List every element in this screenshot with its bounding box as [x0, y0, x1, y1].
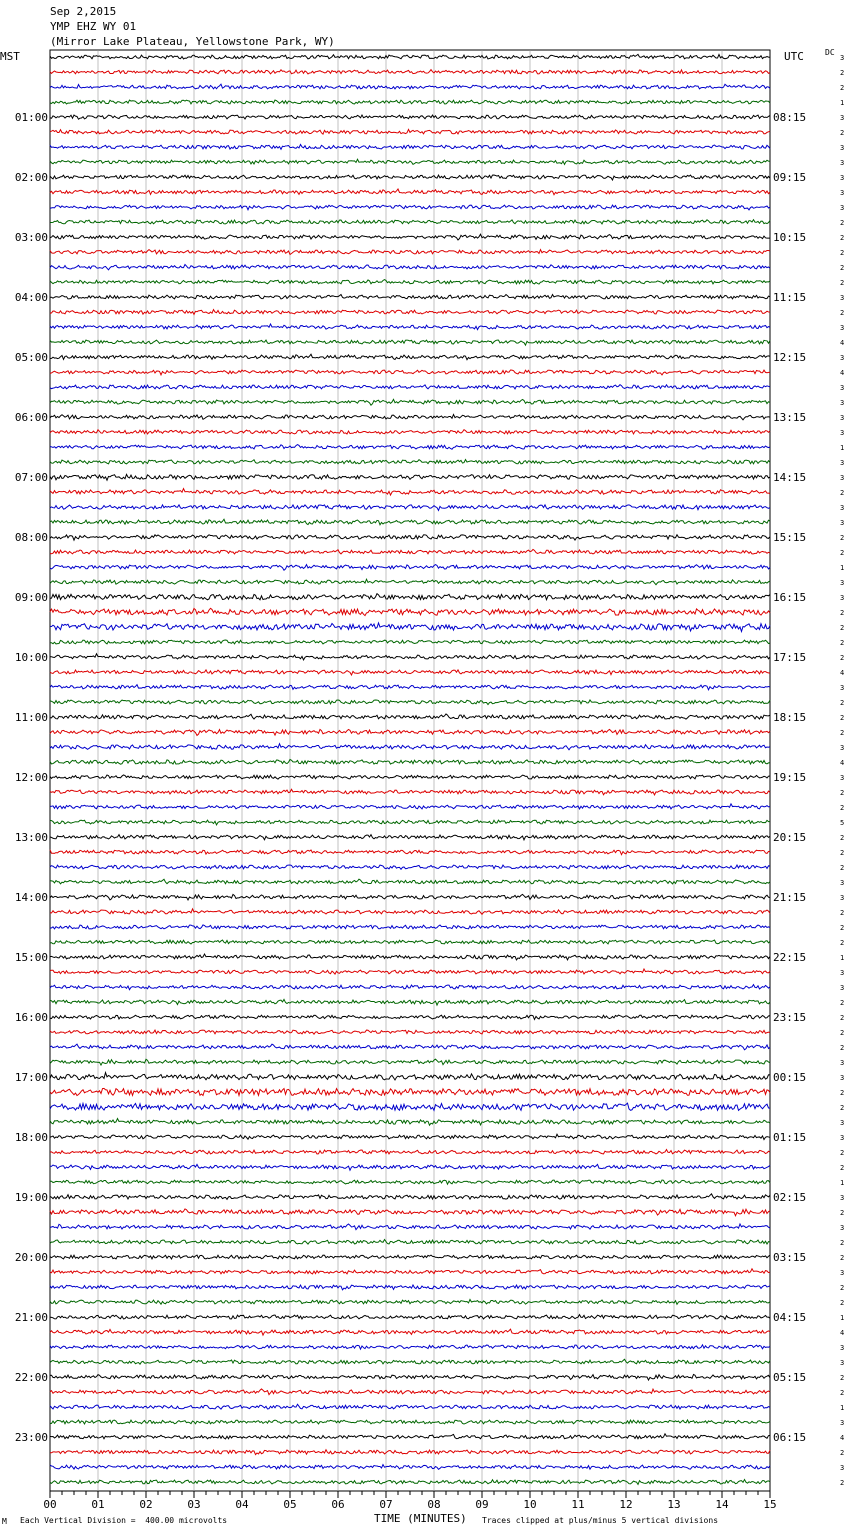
- trace-4: [50, 100, 770, 104]
- x-tick-label-09: 09: [475, 1498, 489, 1511]
- dc-value-89: 2: [840, 1374, 845, 1382]
- x-axis-title: TIME (MINUTES): [374, 1512, 467, 1525]
- trace-42: [50, 670, 770, 675]
- dc-value-30: 2: [840, 489, 845, 497]
- dc-value-2: 2: [840, 69, 845, 77]
- mst-hour-label-13: 13:00: [14, 831, 48, 844]
- mst-hour-label-9: 09:00: [14, 591, 48, 604]
- utc-hour-label-3: 10:15: [773, 231, 807, 244]
- dc-value-53: 2: [840, 834, 845, 842]
- dc-value-93: 4: [840, 1434, 845, 1442]
- trace-87: [50, 1345, 770, 1349]
- dc-value-78: 2: [840, 1209, 845, 1217]
- trace-93: [50, 1434, 770, 1439]
- utc-hour-label-18: 01:15: [773, 1131, 807, 1144]
- dc-value-28: 3: [840, 459, 845, 467]
- dc-value-91: 1: [840, 1404, 845, 1412]
- trace-19: [50, 324, 770, 330]
- utc-hour-label-13: 20:15: [773, 831, 807, 844]
- utc-hour-label-11: 18:15: [773, 711, 807, 724]
- trace-12: [50, 220, 770, 224]
- utc-hour-label-2: 09:15: [773, 171, 807, 184]
- dc-value-83: 2: [840, 1284, 845, 1292]
- trace-62: [50, 969, 770, 974]
- trace-58: [50, 909, 770, 914]
- dc-value-37: 3: [840, 594, 845, 602]
- trace-77: [50, 1194, 770, 1199]
- trace-68: [50, 1059, 770, 1065]
- footer-scale-note: Each Vertical Division = 400.00 microvolts: [20, 1516, 228, 1525]
- dc-value-63: 3: [840, 984, 845, 992]
- dc-value-87: 3: [840, 1344, 845, 1352]
- mst-hour-label-16: 16:00: [14, 1011, 48, 1024]
- trace-84: [50, 1299, 770, 1304]
- mst-hour-label-6: 06:00: [14, 411, 48, 424]
- x-tick-label-03: 03: [187, 1498, 201, 1511]
- dc-value-25: 3: [840, 414, 845, 422]
- dc-value-21: 3: [840, 354, 845, 362]
- trace-80: [50, 1240, 770, 1245]
- trace-50: [50, 789, 770, 795]
- dc-value-80: 2: [840, 1239, 845, 1247]
- trace-73: [50, 1134, 770, 1139]
- trace-29: [50, 474, 770, 480]
- trace-37: [50, 594, 770, 600]
- mst-hour-label-11: 11:00: [14, 711, 48, 724]
- dc-value-14: 2: [840, 249, 845, 257]
- dc-value-50: 2: [840, 789, 845, 797]
- trace-88: [50, 1359, 770, 1364]
- trace-40: [50, 640, 770, 644]
- dc-value-74: 2: [840, 1149, 845, 1157]
- dc-value-3: 2: [840, 84, 845, 92]
- dc-value-88: 3: [840, 1359, 845, 1367]
- trace-90: [50, 1389, 770, 1395]
- dc-value-59: 2: [840, 924, 845, 932]
- trace-51: [50, 804, 770, 809]
- utc-hour-label-14: 21:15: [773, 891, 807, 904]
- dc-value-31: 3: [840, 504, 845, 512]
- dc-value-42: 4: [840, 669, 845, 677]
- mst-hour-label-17: 17:00: [14, 1071, 48, 1084]
- trace-64: [50, 999, 770, 1005]
- x-tick-label-13: 13: [667, 1498, 681, 1511]
- dc-value-40: 2: [840, 639, 845, 647]
- trace-71: [50, 1103, 770, 1110]
- trace-17: [50, 295, 770, 299]
- dc-value-57: 3: [840, 894, 845, 902]
- dc-value-75: 2: [840, 1164, 845, 1172]
- dc-value-49: 3: [840, 774, 845, 782]
- trace-86: [50, 1329, 770, 1335]
- mst-hour-label-8: 08:00: [14, 531, 48, 544]
- trace-7: [50, 144, 770, 149]
- utc-hour-label-23: 06:15: [773, 1431, 807, 1444]
- trace-56: [50, 879, 770, 884]
- dc-value-77: 3: [840, 1194, 845, 1202]
- trace-33: [50, 535, 770, 540]
- dc-value-17: 3: [840, 294, 845, 302]
- trace-78: [50, 1209, 770, 1216]
- utc-hour-label-21: 04:15: [773, 1311, 807, 1324]
- trace-20: [50, 340, 770, 345]
- x-tick-label-01: 01: [91, 1498, 105, 1511]
- mst-hour-label-2: 02:00: [14, 171, 48, 184]
- utc-hour-label-12: 19:15: [773, 771, 807, 784]
- dc-value-90: 2: [840, 1389, 845, 1397]
- trace-8: [50, 159, 770, 164]
- x-tick-label-02: 02: [139, 1498, 153, 1511]
- trace-45: [50, 714, 770, 719]
- dc-value-6: 2: [840, 129, 845, 137]
- trace-16: [50, 280, 770, 284]
- trace-74: [50, 1150, 770, 1154]
- dc-value-79: 3: [840, 1224, 845, 1232]
- header-date: Sep 2,2015: [50, 5, 117, 18]
- dc-value-71: 2: [840, 1104, 845, 1112]
- utc-hour-label-10: 17:15: [773, 651, 807, 664]
- trace-66: [50, 1030, 770, 1034]
- utc-hour-label-19: 02:15: [773, 1191, 807, 1204]
- trace-61: [50, 954, 770, 960]
- dc-value-10: 3: [840, 189, 845, 197]
- trace-53: [50, 835, 770, 840]
- trace-82: [50, 1269, 770, 1274]
- header-location: (Mirror Lake Plateau, Yellowstone Park, WY): [50, 35, 335, 48]
- dc-value-51: 2: [840, 804, 845, 812]
- x-tick-label-04: 04: [235, 1498, 249, 1511]
- trace-63: [50, 985, 770, 990]
- trace-91: [50, 1404, 770, 1409]
- dc-value-15: 2: [840, 264, 845, 272]
- dc-value-72: 3: [840, 1119, 845, 1127]
- mst-hour-label-12: 12:00: [14, 771, 48, 784]
- trace-43: [50, 685, 770, 690]
- dc-value-32: 3: [840, 519, 845, 527]
- mst-hour-label-14: 14:00: [14, 891, 48, 904]
- dc-label: DC: [825, 48, 835, 57]
- dc-value-48: 4: [840, 759, 845, 767]
- dc-value-39: 2: [840, 624, 845, 632]
- trace-11: [50, 205, 770, 210]
- trace-95: [50, 1465, 770, 1470]
- utc-hour-label-4: 11:15: [773, 291, 807, 304]
- dc-value-68: 3: [840, 1059, 845, 1067]
- trace-44: [50, 700, 770, 705]
- x-tick-label-07: 07: [379, 1498, 393, 1511]
- dc-value-86: 4: [840, 1329, 845, 1337]
- dc-value-82: 3: [840, 1269, 845, 1277]
- mst-hour-label-15: 15:00: [14, 951, 48, 964]
- dc-value-33: 2: [840, 534, 845, 542]
- mst-hour-label-22: 22:00: [14, 1371, 48, 1384]
- trace-81: [50, 1255, 770, 1259]
- trace-65: [50, 1015, 770, 1019]
- dc-value-92: 3: [840, 1419, 845, 1427]
- utc-hour-label-17: 00:15: [773, 1071, 807, 1084]
- dc-value-11: 3: [840, 204, 845, 212]
- dc-value-24: 3: [840, 399, 845, 407]
- trace-13: [50, 234, 770, 240]
- dc-value-7: 3: [840, 144, 845, 152]
- dc-value-81: 2: [840, 1254, 845, 1262]
- dc-value-38: 2: [840, 609, 845, 617]
- utc-hour-label-1: 08:15: [773, 111, 807, 124]
- utc-hour-label-9: 16:15: [773, 591, 807, 604]
- dc-value-23: 3: [840, 384, 845, 392]
- trace-69: [50, 1073, 770, 1080]
- dc-value-34: 2: [840, 549, 845, 557]
- dc-value-12: 2: [840, 219, 845, 227]
- mst-hour-label-20: 20:00: [14, 1251, 48, 1264]
- dc-value-66: 2: [840, 1029, 845, 1037]
- dc-value-58: 2: [840, 909, 845, 917]
- mst-hour-label-4: 04:00: [14, 291, 48, 304]
- dc-value-43: 3: [840, 684, 845, 692]
- trace-39: [50, 623, 770, 632]
- left-zone-label: MST: [0, 50, 20, 63]
- trace-30: [50, 489, 770, 496]
- utc-hour-label-20: 03:15: [773, 1251, 807, 1264]
- trace-36: [50, 579, 770, 585]
- dc-value-96: 2: [840, 1479, 845, 1487]
- dc-value-27: 1: [840, 444, 845, 452]
- dc-value-44: 2: [840, 699, 845, 707]
- dc-value-64: 2: [840, 999, 845, 1007]
- dc-value-67: 2: [840, 1044, 845, 1052]
- trace-60: [50, 940, 770, 944]
- dc-value-22: 4: [840, 369, 845, 377]
- utc-hour-label-8: 15:15: [773, 531, 807, 544]
- mst-hour-label-23: 23:00: [14, 1431, 48, 1444]
- right-zone-label: UTC: [784, 50, 804, 63]
- trace-59: [50, 925, 770, 929]
- dc-value-16: 2: [840, 279, 845, 287]
- dc-value-85: 1: [840, 1314, 845, 1322]
- dc-value-35: 1: [840, 564, 845, 572]
- trace-24: [50, 399, 770, 405]
- dc-value-5: 3: [840, 114, 845, 122]
- trace-55: [50, 865, 770, 869]
- x-tick-label-15: 15: [763, 1498, 777, 1511]
- dc-value-4: 1: [840, 99, 845, 107]
- trace-94: [50, 1450, 770, 1455]
- x-tick-label-05: 05: [283, 1498, 297, 1511]
- trace-54: [50, 850, 770, 855]
- trace-96: [50, 1480, 770, 1485]
- dc-value-61: 1: [840, 954, 845, 962]
- trace-89: [50, 1374, 770, 1380]
- dc-value-70: 2: [840, 1089, 845, 1097]
- trace-15: [50, 264, 770, 269]
- dc-value-36: 3: [840, 579, 845, 587]
- header-station: YMP EHZ WY 01: [50, 20, 137, 33]
- mst-hour-label-1: 01:00: [14, 111, 48, 124]
- utc-hour-label-5: 12:15: [773, 351, 807, 364]
- footer-clip-note: Traces clipped at plus/minus 5 vertical divisions: [482, 1516, 719, 1525]
- trace-6: [50, 129, 770, 134]
- trace-5: [50, 115, 770, 119]
- utc-hour-label-16: 23:15: [773, 1011, 807, 1024]
- trace-1: [50, 54, 770, 59]
- trace-47: [50, 744, 770, 750]
- trace-35: [50, 565, 770, 571]
- x-tick-label-11: 11: [571, 1498, 585, 1511]
- dc-value-84: 2: [840, 1299, 845, 1307]
- utc-hour-label-6: 13:15: [773, 411, 807, 424]
- x-axis: [43, 1491, 776, 1511]
- trace-27: [50, 445, 770, 450]
- dc-value-95: 3: [840, 1464, 845, 1472]
- trace-31: [50, 505, 770, 511]
- x-tick-label-10: 10: [523, 1498, 537, 1511]
- dc-value-18: 2: [840, 309, 845, 317]
- dc-value-69: 3: [840, 1074, 845, 1082]
- trace-23: [50, 385, 770, 389]
- dc-value-54: 2: [840, 849, 845, 857]
- label-layer: [15, 54, 844, 1487]
- trace-48: [50, 759, 770, 764]
- trace-92: [50, 1420, 770, 1424]
- trace-41: [50, 654, 770, 660]
- dc-value-65: 2: [840, 1014, 845, 1022]
- x-tick-label-00: 00: [43, 1498, 57, 1511]
- x-tick-label-06: 06: [331, 1498, 345, 1511]
- trace-34: [50, 549, 770, 554]
- utc-hour-label-7: 14:15: [773, 471, 807, 484]
- dc-value-19: 3: [840, 324, 845, 332]
- utc-hour-label-22: 05:15: [773, 1371, 807, 1384]
- dc-value-45: 2: [840, 714, 845, 722]
- x-tick-label-14: 14: [715, 1498, 729, 1511]
- trace-75: [50, 1164, 770, 1170]
- mst-hour-label-10: 10:00: [14, 651, 48, 664]
- trace-46: [50, 729, 770, 735]
- trace-22: [50, 370, 770, 375]
- trace-67: [50, 1044, 770, 1050]
- dc-value-55: 2: [840, 864, 845, 872]
- dc-value-73: 3: [840, 1134, 845, 1142]
- trace-85: [50, 1315, 770, 1320]
- trace-2: [50, 70, 770, 74]
- utc-hour-label-15: 22:15: [773, 951, 807, 964]
- trace-28: [50, 460, 770, 464]
- footer-mark: M: [2, 1517, 7, 1526]
- dc-value-26: 3: [840, 429, 845, 437]
- dc-value-46: 2: [840, 729, 845, 737]
- trace-18: [50, 310, 770, 315]
- mst-hour-label-21: 21:00: [14, 1311, 48, 1324]
- dc-value-9: 3: [840, 174, 845, 182]
- dc-value-41: 2: [840, 654, 845, 662]
- dc-value-94: 2: [840, 1449, 845, 1457]
- trace-layer: [50, 54, 770, 1484]
- trace-57: [50, 894, 770, 900]
- trace-3: [50, 84, 770, 89]
- trace-52: [50, 820, 770, 825]
- mst-hour-label-19: 19:00: [14, 1191, 48, 1204]
- dc-value-56: 3: [840, 879, 845, 887]
- dc-value-62: 3: [840, 969, 845, 977]
- mst-hour-label-5: 05:00: [14, 351, 48, 364]
- dc-value-60: 2: [840, 939, 845, 947]
- trace-79: [50, 1224, 770, 1230]
- trace-21: [50, 354, 770, 359]
- dc-value-76: 1: [840, 1179, 845, 1187]
- dc-value-20: 4: [840, 339, 845, 347]
- dc-value-13: 2: [840, 234, 845, 242]
- trace-70: [50, 1088, 770, 1095]
- trace-14: [50, 250, 770, 255]
- trace-83: [50, 1285, 770, 1290]
- dc-value-52: 5: [840, 819, 845, 827]
- dc-value-8: 3: [840, 159, 845, 167]
- trace-38: [50, 608, 770, 615]
- x-tick-label-08: 08: [427, 1498, 441, 1511]
- mst-hour-label-7: 07:00: [14, 471, 48, 484]
- trace-49: [50, 775, 770, 779]
- trace-72: [50, 1119, 770, 1126]
- dc-value-1: 3: [840, 54, 845, 62]
- trace-25: [50, 414, 770, 419]
- x-tick-label-12: 12: [619, 1498, 633, 1511]
- trace-26: [50, 430, 770, 434]
- mst-hour-label-18: 18:00: [14, 1131, 48, 1144]
- dc-value-29: 3: [840, 474, 845, 482]
- mst-hour-label-3: 03:00: [14, 231, 48, 244]
- trace-76: [50, 1180, 770, 1184]
- trace-32: [50, 519, 770, 525]
- trace-10: [50, 189, 770, 195]
- dc-value-47: 3: [840, 744, 845, 752]
- trace-9: [50, 175, 770, 180]
